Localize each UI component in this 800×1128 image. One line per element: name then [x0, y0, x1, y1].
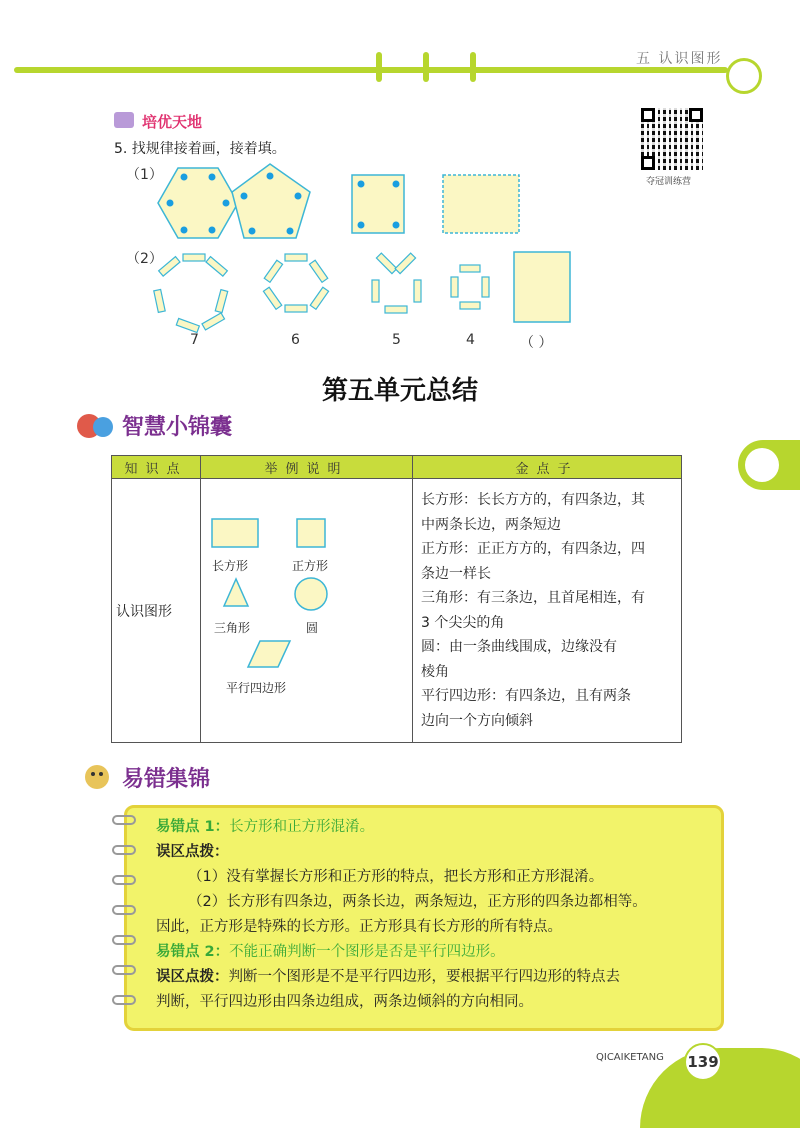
parallelogram-example [248, 641, 290, 667]
stick-square [451, 265, 489, 309]
section-title: 培优天地 [142, 113, 203, 131]
mascot-icon [726, 58, 762, 94]
stick-heptagon [154, 254, 228, 333]
shape-label: 正方形 [292, 558, 329, 573]
tip-line: 边向一个方向倾斜 [421, 712, 533, 729]
spiral-coil [112, 965, 136, 975]
chapter-title: 五 认识图形 [636, 51, 723, 67]
tip-line: 平行四边形：有四条边，且有两条 [421, 688, 631, 704]
tip-line: 长方形：长长方方的，有四条边，其 [421, 492, 645, 508]
analysis-label: 误区点拨： [156, 969, 229, 985]
table-header: 金点子 [413, 456, 682, 479]
tip-line: 正方形：正正方方的，有四条边，四 [421, 541, 645, 557]
pattern-figures [140, 160, 600, 350]
shape-label: 平行四边形 [226, 680, 287, 695]
analysis-label: 误区点拨： [156, 844, 229, 860]
shape-examples [202, 481, 411, 741]
analysis-text: 判断，平行四边形由四条边组成，两条边倾斜的方向相同。 [156, 994, 533, 1010]
count-label: 5 [392, 332, 401, 348]
count-label: 4 [466, 332, 475, 348]
stick-hexagon [263, 254, 328, 312]
tips-cell [413, 479, 682, 743]
topic-cell: 认识图形 [112, 479, 201, 743]
qr-corner [641, 156, 655, 170]
part-label: （2） [126, 251, 163, 267]
analysis-item: （2）长方形有四条边，两条长边，两条短边，正方形的四条边都相等。 [188, 894, 647, 910]
shape-label: 长方形 [212, 558, 249, 573]
page-number: 139 [684, 1043, 722, 1081]
mascot-bag-icon [76, 410, 114, 440]
answer-blank-box [443, 175, 519, 233]
stick-pentagon [372, 253, 421, 313]
spiral-coil [112, 845, 136, 855]
spiral-coil [112, 875, 136, 885]
table-header: 举例说明 [201, 456, 413, 479]
binder-hook [376, 52, 382, 82]
footer-brand: QICAIKETANG [596, 1052, 664, 1063]
shape-label: 圆 [306, 620, 319, 635]
section-title: 智慧小锦囊 [122, 415, 233, 440]
tip-line: 棱角 [421, 663, 449, 680]
qr-corner [689, 108, 703, 122]
mistake-point-text: 长方形和正方形混淆。 [229, 819, 375, 835]
qr-corner [641, 108, 655, 122]
square-example [297, 519, 325, 547]
circle-example [295, 578, 327, 610]
mistake-point-label: 易错点 1： [156, 819, 230, 835]
spiral-coil [112, 815, 136, 825]
tip-line: 三角形：有三条边，且首尾相连，有 [421, 590, 645, 606]
binder-hook [423, 52, 429, 82]
bunny-icon [745, 448, 779, 482]
table-header: 知识点 [112, 456, 201, 479]
unit-title: 第五单元总结 [321, 376, 478, 406]
tip-line: 条边一样长 [421, 565, 491, 582]
summary-table [111, 455, 682, 743]
analysis-item: （1）没有掌握长方形和正方形的特点，把长方形和正方形混淆。 [188, 869, 604, 885]
count-label: 7 [190, 332, 199, 348]
analysis-text: 判断一个图形是不是平行四边形，要根据平行四边形的特点去 [228, 969, 620, 985]
answer-blank-box [514, 252, 570, 322]
analysis-item: 因此，正方形是特殊的长方形。正方形具有长方形的所有特点。 [156, 919, 562, 935]
part-label: （1） [126, 167, 163, 183]
tip-line: 中两条长边，两条短边 [421, 516, 561, 533]
mistake-point-label: 易错点 2： [156, 944, 230, 960]
rectangle-example [212, 519, 258, 547]
spiral-coil [112, 935, 136, 945]
book-icon [114, 112, 134, 128]
mistake-content [156, 815, 716, 1015]
tip-line: 3 个尖尖的角 [421, 614, 505, 631]
qr-caption: 夺冠训练营 [646, 177, 692, 187]
tip-line: 圆：由一条曲线围成，边缘没有 [421, 639, 617, 655]
section-title: 易错集锦 [122, 767, 211, 792]
spiral-coil [112, 905, 136, 915]
mistake-point-text: 不能正确判断一个图形是否是平行四边形。 [229, 944, 505, 960]
binder-hook [470, 52, 476, 82]
mascot-pear-icon [80, 760, 114, 790]
question-text: 5. 找规律接着画，接着填。 [114, 141, 286, 157]
shape-label: 三角形 [214, 620, 251, 635]
example-cell [201, 479, 413, 743]
header-rule [14, 67, 728, 73]
count-label: 6 [291, 332, 300, 348]
spiral-coil [112, 995, 136, 1005]
triangle-example [224, 579, 248, 606]
answer-blank[interactable]: （ ） [520, 335, 553, 351]
